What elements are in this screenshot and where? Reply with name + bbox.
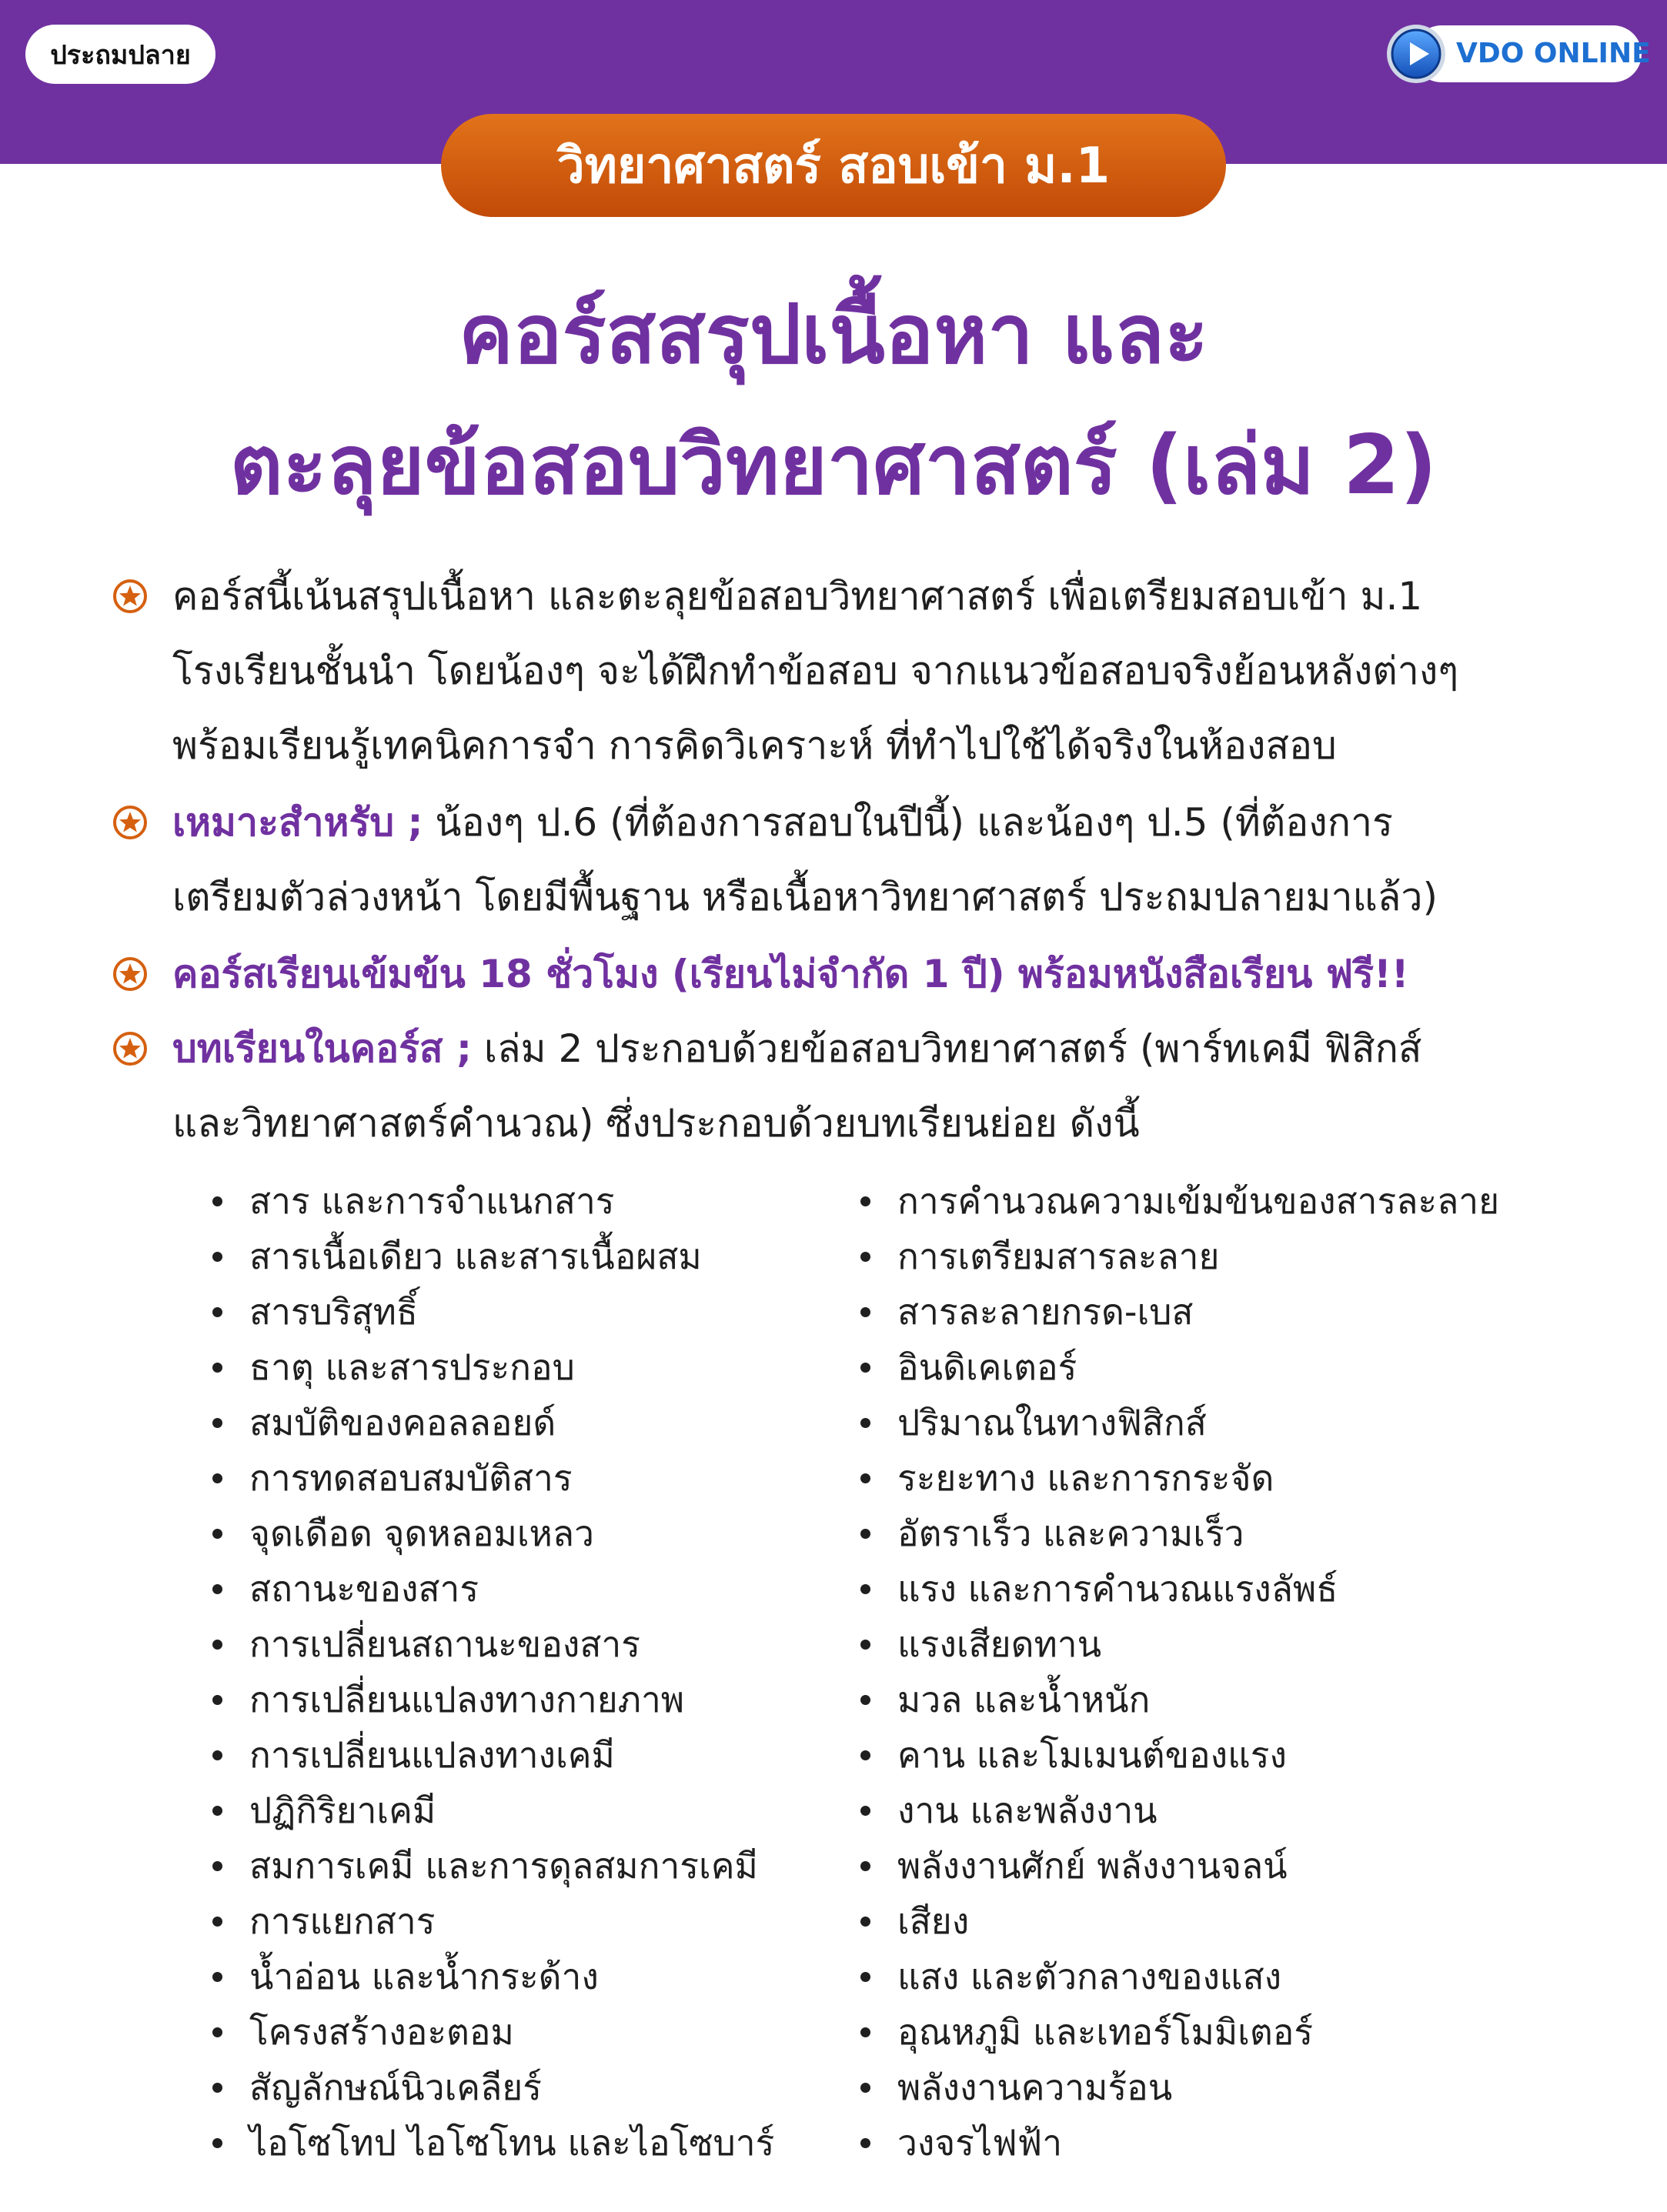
lessons-label: บทเรียนในคอร์ส ; [172, 1026, 472, 1071]
bullet-dot-icon [860, 1806, 870, 1816]
star-bullet-icon [112, 1031, 148, 1066]
list-item: การเตรียมสารละลาย [860, 1229, 1499, 1284]
level-label: ประถมปลาย [50, 39, 191, 71]
list-item: อัตราเร็ว และความเร็ว [860, 1506, 1499, 1561]
bullet-dot-icon [860, 1972, 870, 1982]
list-item: สารละลายกรด-เบส [860, 1284, 1499, 1340]
bullet-dot-icon [212, 1917, 222, 1927]
list-item: งาน และพลังงาน [860, 1783, 1499, 1838]
bullet-dot-icon [212, 1584, 222, 1594]
page-title [0, 269, 1667, 531]
bullet-dot-icon [860, 1861, 870, 1871]
audience-text-1: น้องๆ ป.6 (ที่ต้องการสอบในปีนี้) และน้องๆ ป.5 (ที่ต้องการ [423, 800, 1393, 845]
list-item: สมบัติของคอลลอยด์ [212, 1395, 774, 1450]
list-item: สารบริสุทธิ์ [212, 1284, 774, 1340]
list-item: เสียง [860, 1893, 1499, 1949]
list-item: ปริมาณในทางฟิสิกส์ [860, 1395, 1499, 1450]
bullet-dot-icon [860, 1307, 870, 1317]
bullet-dot-icon [860, 1750, 870, 1760]
lessons-line-1 [172, 1012, 1588, 1086]
list-item: จุดเดือด จุดหลอมเหลว [212, 1506, 774, 1561]
bullet-dot-icon [860, 1252, 870, 1262]
bullet-dot-icon [860, 1529, 870, 1539]
bullet-dot-icon [860, 1917, 870, 1927]
star-bullet-icon [112, 579, 148, 614]
audience-paragraph [172, 786, 1588, 935]
subject-banner [441, 114, 1226, 217]
list-item: การเปลี่ยนสถานะของสาร [212, 1616, 774, 1672]
course-highlight [172, 937, 1588, 1012]
bullet-dot-icon [212, 1418, 222, 1428]
topic-list-right [860, 1173, 1499, 2170]
lessons-line-2: และวิทยาศาสตร์คำนวณ) ซึ่งประกอบด้วยบทเรียนย่อย ดังนี้ [172, 1101, 1140, 1146]
list-item: การแยกสาร [212, 1893, 774, 1949]
list-item: มวล และน้ำหนัก [860, 1672, 1499, 1727]
brand-badge [1385, 23, 1651, 85]
audience-line-2: เตรียมตัวล่วงหน้า โดยมีพื้นฐาน หรือเนื้อหาวิทยาศาสตร์ ประถมปลายมาแล้ว) [172, 875, 1438, 919]
title-line-2: ตะลุยข้อสอบวิทยาศาสตร์ (เล่ม 2) [229, 418, 1438, 512]
bullet-dot-icon [212, 1196, 222, 1206]
list-item: การเปลี่ยนแปลงทางกายภาพ [212, 1672, 774, 1727]
bullet-dot-icon [212, 1363, 222, 1373]
bullet-dot-icon [212, 1972, 222, 1982]
star-bullet-icon [112, 805, 148, 840]
subject-label: วิทยาศาสตร์ สอบเข้า ม.1 [556, 138, 1111, 195]
list-item: โครงสร้างอะตอม [212, 2004, 774, 2060]
list-item: แรงเสียดทาน [860, 1616, 1499, 1672]
bullet-dot-icon [212, 2027, 222, 2037]
bullet-dot-icon [212, 1695, 222, 1705]
bullet-dot-icon [860, 1363, 870, 1373]
list-item: น้ำอ่อน และน้ำกระด้าง [212, 1949, 774, 2004]
bullet-dot-icon [860, 2027, 870, 2037]
bullet-dot-icon [212, 1473, 222, 1483]
bullet-dot-icon [212, 2138, 222, 2148]
intro-paragraph [172, 559, 1588, 783]
intro-line-2: โรงเรียนชั้นนำ โดยน้องๆ จะได้ฝึกทำข้อสอบ จากแนวข้อสอบจริงย้อนหลังต่างๆ [172, 649, 1459, 693]
title-line-1: คอร์สสรุปเนื้อหา และ [459, 287, 1208, 382]
play-logo-icon [1385, 23, 1447, 85]
list-item: สารเนื้อเดียว และสารเนื้อผสม [212, 1229, 774, 1284]
list-item: สัญลักษณ์นิวเคลียร์ [212, 2060, 774, 2115]
list-item: สถานะของสาร [212, 1561, 774, 1616]
level-badge [25, 25, 215, 84]
list-item: การทดสอบสมบัติสาร [212, 1450, 774, 1506]
list-item: สาร และการจำแนกสาร [212, 1173, 774, 1229]
bullet-dot-icon [860, 1473, 870, 1483]
list-item: พลังงานความร้อน [860, 2060, 1499, 2115]
course-highlight-text: คอร์สเรียนเข้มข้น 18 ชั่วโมง (เรียนไม่จำกัด 1 ปี) พร้อมหนังสือเรียน ฟรี!! [172, 952, 1409, 996]
bullet-dot-icon [860, 1695, 870, 1705]
lessons-paragraph [172, 1012, 1588, 1161]
bullet-dot-icon [212, 1307, 222, 1317]
bullet-dot-icon [860, 2138, 870, 2148]
list-item: การเปลี่ยนแปลงทางเคมี [212, 1727, 774, 1783]
audience-label: เหมาะสำหรับ ; [172, 800, 423, 845]
list-item: แรง และการคำนวณแรงลัพธ์ [860, 1561, 1499, 1616]
intro-line-1: คอร์สนี้เน้นสรุปเนื้อหา และตะลุยข้อสอบวิทยาศาสตร์ เพื่อเตรียมสอบเข้า ม.1 [172, 574, 1423, 619]
list-item: อุณหภูมิ และเทอร์โมมิเตอร์ [860, 2004, 1499, 2060]
list-item: ปฏิกิริยาเคมี [212, 1783, 774, 1838]
bullet-dot-icon [212, 2083, 222, 2093]
bullet-dot-icon [212, 1529, 222, 1539]
lessons-text-1: เล่ม 2 ประกอบด้วยข้อสอบวิทยาศาสตร์ (พาร์ทเคมี ฟิสิกส์ [471, 1026, 1422, 1071]
list-item: การคำนวณความเข้มข้นของสารละลาย [860, 1173, 1499, 1229]
list-item: ระยะทาง และการกระจัด [860, 1450, 1499, 1506]
list-item: แสง และตัวกลางของแสง [860, 1949, 1499, 2004]
bullet-dot-icon [860, 2083, 870, 2093]
bullet-dot-icon [860, 1418, 870, 1428]
bullet-dot-icon [212, 1640, 222, 1650]
bullet-dot-icon [212, 1750, 222, 1760]
list-item: สมการเคมี และการดุลสมการเคมี [212, 1838, 774, 1893]
list-item: คาน และโมเมนต์ของแรง [860, 1727, 1499, 1783]
topic-list-left [212, 1173, 774, 2170]
list-item: อินดิเคเตอร์ [860, 1340, 1499, 1395]
brand-label: VDO ONLINE [1456, 38, 1651, 69]
bullet-dot-icon [212, 1806, 222, 1816]
audience-line-1 [172, 786, 1588, 860]
bullet-dot-icon [212, 1861, 222, 1871]
bullet-dot-icon [860, 1584, 870, 1594]
intro-line-3: พร้อมเรียนรู้เทคนิคการจำ การคิดวิเคราะห์ ที่ทำไปใช้ได้จริงในห้องสอบ [172, 723, 1337, 768]
list-item: พลังงานศักย์ พลังงานจลน์ [860, 1838, 1499, 1893]
list-item: ธาตุ และสารประกอบ [212, 1340, 774, 1395]
list-item: วงจรไฟฟ้า [860, 2115, 1499, 2170]
star-bullet-icon [112, 956, 148, 992]
bullet-dot-icon [860, 1640, 870, 1650]
bullet-dot-icon [860, 1196, 870, 1206]
list-item: ไอโซโทป ไอโซโทน และไอโซบาร์ [212, 2115, 774, 2170]
bullet-dot-icon [212, 1252, 222, 1262]
